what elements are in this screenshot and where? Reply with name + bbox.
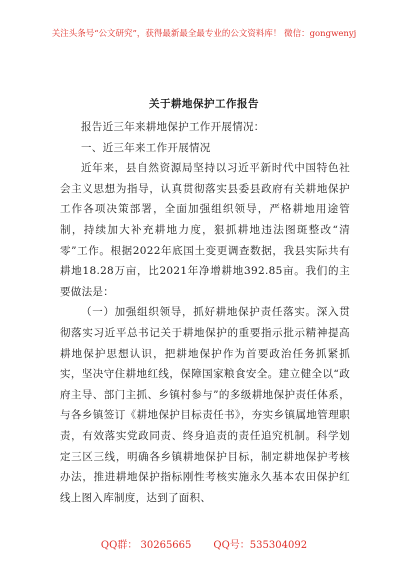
paragraph-section-heading: 一、近三年来工作开展情况 bbox=[81, 141, 211, 154]
document-title: 关于耕地保护工作报告 bbox=[149, 98, 259, 110]
footer-contact bbox=[0, 536, 408, 551]
footer-qq-number: QQ号：535304092 bbox=[213, 540, 308, 551]
paragraph-item-1: （一）加强组织领导，抓好耕地保护责任落实。深入贯彻落实习近平总书记关于耕地保护的重要指示批示精神提高耕地保护思想认识，把耕地保护作为首要政治任务抓紧抓实，坚决守住耕地红线，保障国家粮食安全。建立健全以“政府主导、部门主抓、乡镇村参与”的多级耕地保护责任体系，与各乡镇签订《耕地保护目标责任书》，夯实乡镇属地管理职责，有效落实党政同责、终身追责的责任追究机制。科学划定三区三线，明确各乡镇耕地保护目标，制定耕地保护考核办法，推进耕地保护指标刚性考核实施永久基本农田保护红线上图入库制度，达到了面积、 bbox=[60, 306, 350, 504]
document-body bbox=[60, 117, 350, 508]
paragraph-intro: 报告近三年来耕地保护工作开展情况： bbox=[81, 121, 265, 133]
paragraph-overview: 近年来，县自然资源局坚持以习近平新时代中国特色社会主义思想为指导，认真贯彻落实县委县政府有关耕地保护工作各项决策部署，全面加强组织领导，严格耕地用途管制，持续加大补充耕地力度，狠抓耕地违法图斑整改“清零”工作。根据2022年底国土变更调查数据，我县实际共有耕地18.28万亩，比2021年净增耕地392.85亩。我们的主要做法是： bbox=[60, 162, 350, 298]
footer-qq-group: QQ群： 30265665 bbox=[100, 540, 192, 551]
header-banner: 关注头条号“公文研究”，获得最新最全最专业的公文资料库！ 微信：gongwenyj bbox=[51, 29, 357, 39]
